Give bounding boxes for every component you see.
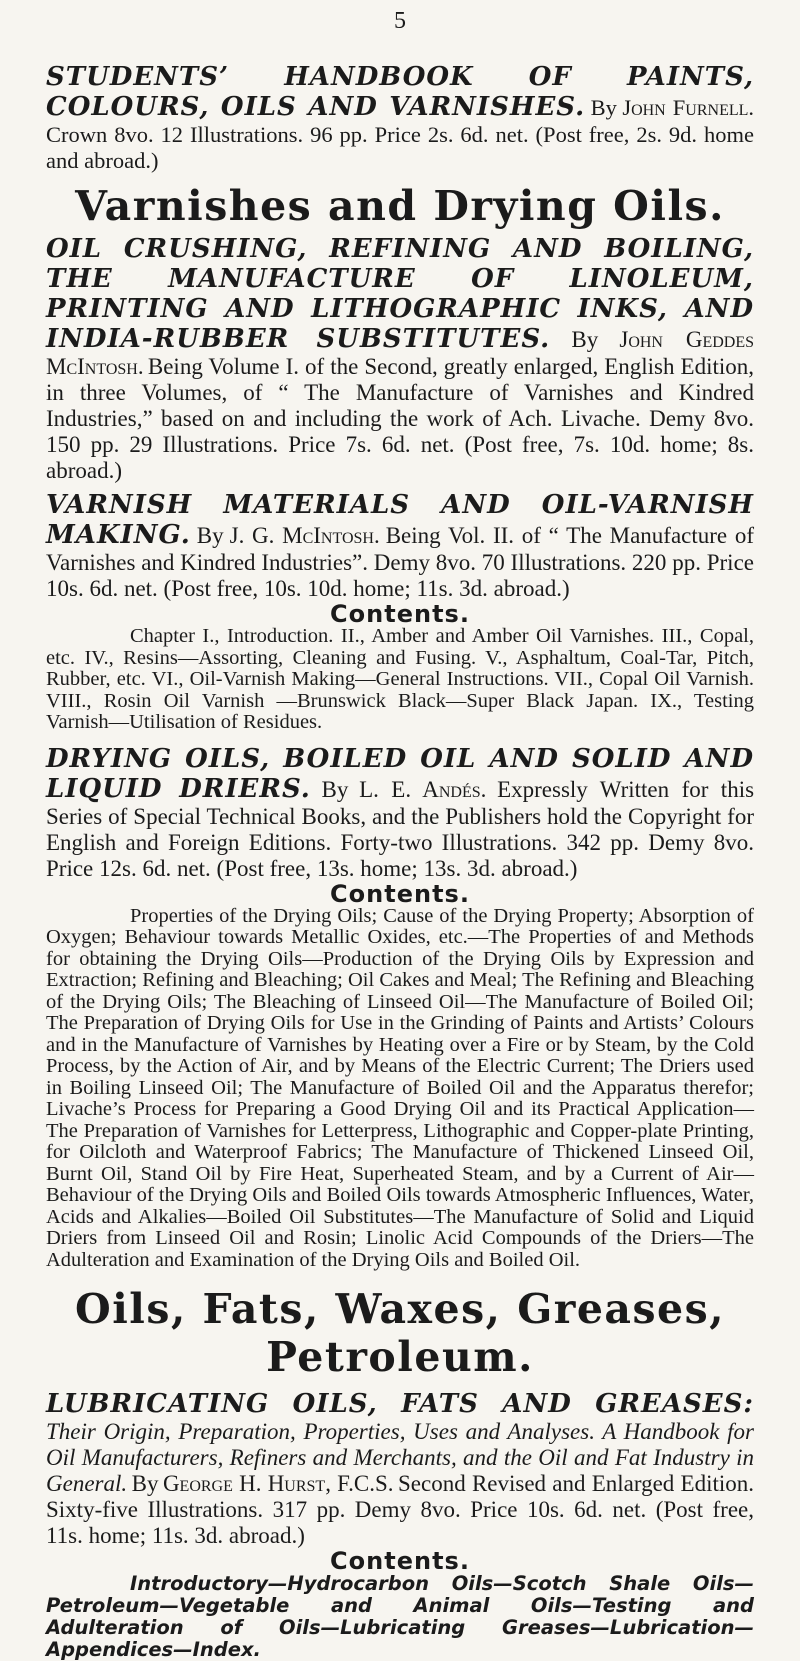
entry-title: LUBRICATING OILS, FATS AND GREASES: bbox=[46, 1389, 754, 1419]
entry-lubricating-oils bbox=[46, 1389, 754, 1661]
entry-title: STUDENTS’ HANDBOOK OF PAINTS, COLOURS, OILS AND VARNISHES. bbox=[46, 62, 754, 122]
entry-oil-crushing bbox=[46, 234, 754, 484]
entry-author: George H. Hurst, F.C.S. bbox=[162, 1471, 394, 1496]
entry-details: Being Volume I. of the Second, greatly enlarged, English Edition, in three Volumes, of “ The Manufacture of Varnishes and Kindred Industries,” based on and including the work of Ach. Livache. Demy 8vo. 150 pp. 29 Illustrations. Price 7s. 6d. net. (Post free, 7s. 10d. home; 8s. abroad.) bbox=[46, 354, 754, 483]
entry-author: L. E. Andés. bbox=[359, 776, 487, 802]
entry-drying-oils bbox=[46, 744, 754, 1272]
contents-heading: Contents. bbox=[330, 879, 470, 908]
entry-author: John Geddes McIntosh. bbox=[46, 327, 755, 379]
entry-author: John Furnell. bbox=[622, 95, 755, 120]
entry-details: Crown 8vo. 12 Illustrations. 96 pp. Price 2s. 6d. net. (Post free, 2s. 9d. home and abroad.) bbox=[46, 122, 754, 173]
entry-varnish-materials bbox=[46, 490, 754, 734]
entry-by: By bbox=[131, 1471, 159, 1496]
contents-heading: Contents. bbox=[330, 600, 470, 628]
section-heading-line: Petroleum. bbox=[266, 1333, 534, 1381]
section-heading-oils-fats bbox=[46, 1285, 754, 1381]
entry-details: Being Vol. II. of “ The Manufacture of Varnishes and Kindred Industries”. Demy 8vo. 70 Illustrations. 220 pp. Price 10s. 6d. net. (Post free, 10s. 10d. home; 11s. 3d. abroad.) bbox=[46, 523, 755, 601]
entry-by: By bbox=[590, 95, 617, 120]
section-heading-varnishes: Varnishes and Drying Oils. bbox=[75, 182, 725, 230]
entry-details: Second Revised and Enlarged Edition. Sixty-five Illustrations. 317 pp. Demy 8vo. Price 10s. 6d. net. (Post free, 11s. home; 11s. 3d. abroad.) bbox=[46, 1471, 755, 1548]
entry-author: J. G. McIntosh. bbox=[229, 523, 380, 548]
entry-by: By bbox=[571, 327, 599, 352]
entry-subtitle: Their Origin, Preparation, Properties, Uses and Analyses. A Handbook for Oil Manufacturers, Refiners and Merchants, and the Oil and Fat Industry in General. bbox=[46, 1419, 754, 1496]
entry-details: Expressly Written for this Series of Special Technical Books, and the Publishers hold the Copyright for English and Foreign Editions. Forty-two Illustrations. 342 pp. Demy 8vo. Price 12s. 6d. net. (Post free, 13s. home; 13s. 3d. abroad.) bbox=[46, 776, 755, 881]
entry-by: By bbox=[196, 523, 224, 548]
contents-text: Chapter I., Introduction. II., Amber and Amber Oil Varnishes. III., Copal, etc. IV., Resins—Assorting, Cleaning and Fusing. V., Asphaltum, Coal-Tar, Pitch, Rubber, etc. VI., Oil-Varnish Making—General Instructions. VII., Copal Oil Varnish. VIII., Rosin Oil Varnish —Brunswick Black—Super Black Japan. IX., Testing Varnish—Utilisation of Residues. bbox=[46, 625, 754, 733]
entry-by: By bbox=[321, 776, 349, 802]
page-number: 5 bbox=[394, 8, 406, 34]
entry-title: DRYING OILS, BOILED OIL AND SOLID AND LIQUID DRIERS. bbox=[46, 743, 754, 804]
entry-title: VARNISH MATERIALS AND OIL-VARNISH MAKING. bbox=[46, 490, 754, 550]
contents-text: Properties of the Drying Oils; Cause of the Drying Property; Absorption of Oxygen; Behaviour towards Metallic Oxides, etc.—The Properties of and Methods for obtaining the Drying Oils—Production of the Drying Oils by Expression and Extraction; Refining and Bleaching; Oil Cakes and Meal; The Refining and Bleaching of the Drying Oils; The Bleaching of Linseed Oil—The Manufacture of Boiled Oil; The Preparation of Drying Oils for Use in the Grinding of Paints and Artists’ Colours and in the Manufacture of Varnishes by Heating over a Fire or by Steam, by the Cold Process, by the Action of Air, and by Means of the Electric Current; The Driers used in Boiling Linseed Oil; The Manufacture of Boiled Oil and the Apparatus therefor; Livache’s Process for Preparing a Good Drying Oil and its Practical Application—The Preparation of Varnishes for Letterpress, Lithographic and Copper-plate Printing, for Oilcloth and Waterproof Fabrics; The Manufacture of Thickened Linseed Oil, Burnt Oil, Stand Oil by Fire Heat, Superheated Steam, and by a Current of Air—Behaviour of the Drying Oils and Boiled Oils towards Atmospheric Influences, Water, Acids and Alkalies—Boiled Oil Substitutes—The Manufacture of Solid and Liquid Driers from Linseed Oil and Rosin; Linolic Acid Compounds of the Driers—The Adulteration and Examination of the Drying Oils and Boiled Oil. bbox=[46, 904, 754, 1271]
contents-heading: Contents. bbox=[330, 1547, 470, 1575]
entry-students-handbook bbox=[46, 62, 754, 174]
contents-text: Introductory—Hydrocarbon Oils—Scotch Shale Oils—Petroleum—Vegetable and Animal Oils—Testing and Adulteration of Oils—Lubricating Greases—Lubrication—Appendices—Index. bbox=[46, 1572, 754, 1661]
section-heading-line: Oils, Fats, Waxes, Greases, bbox=[75, 1285, 725, 1333]
entry-title: OIL CRUSHING, REFINING AND BOILING, THE MANUFACTURE OF LINOLEUM, PRINTING AND LITHOGRAPHIC INKS, AND INDIA-RUBBER SUBSTITUTES. bbox=[46, 234, 754, 354]
